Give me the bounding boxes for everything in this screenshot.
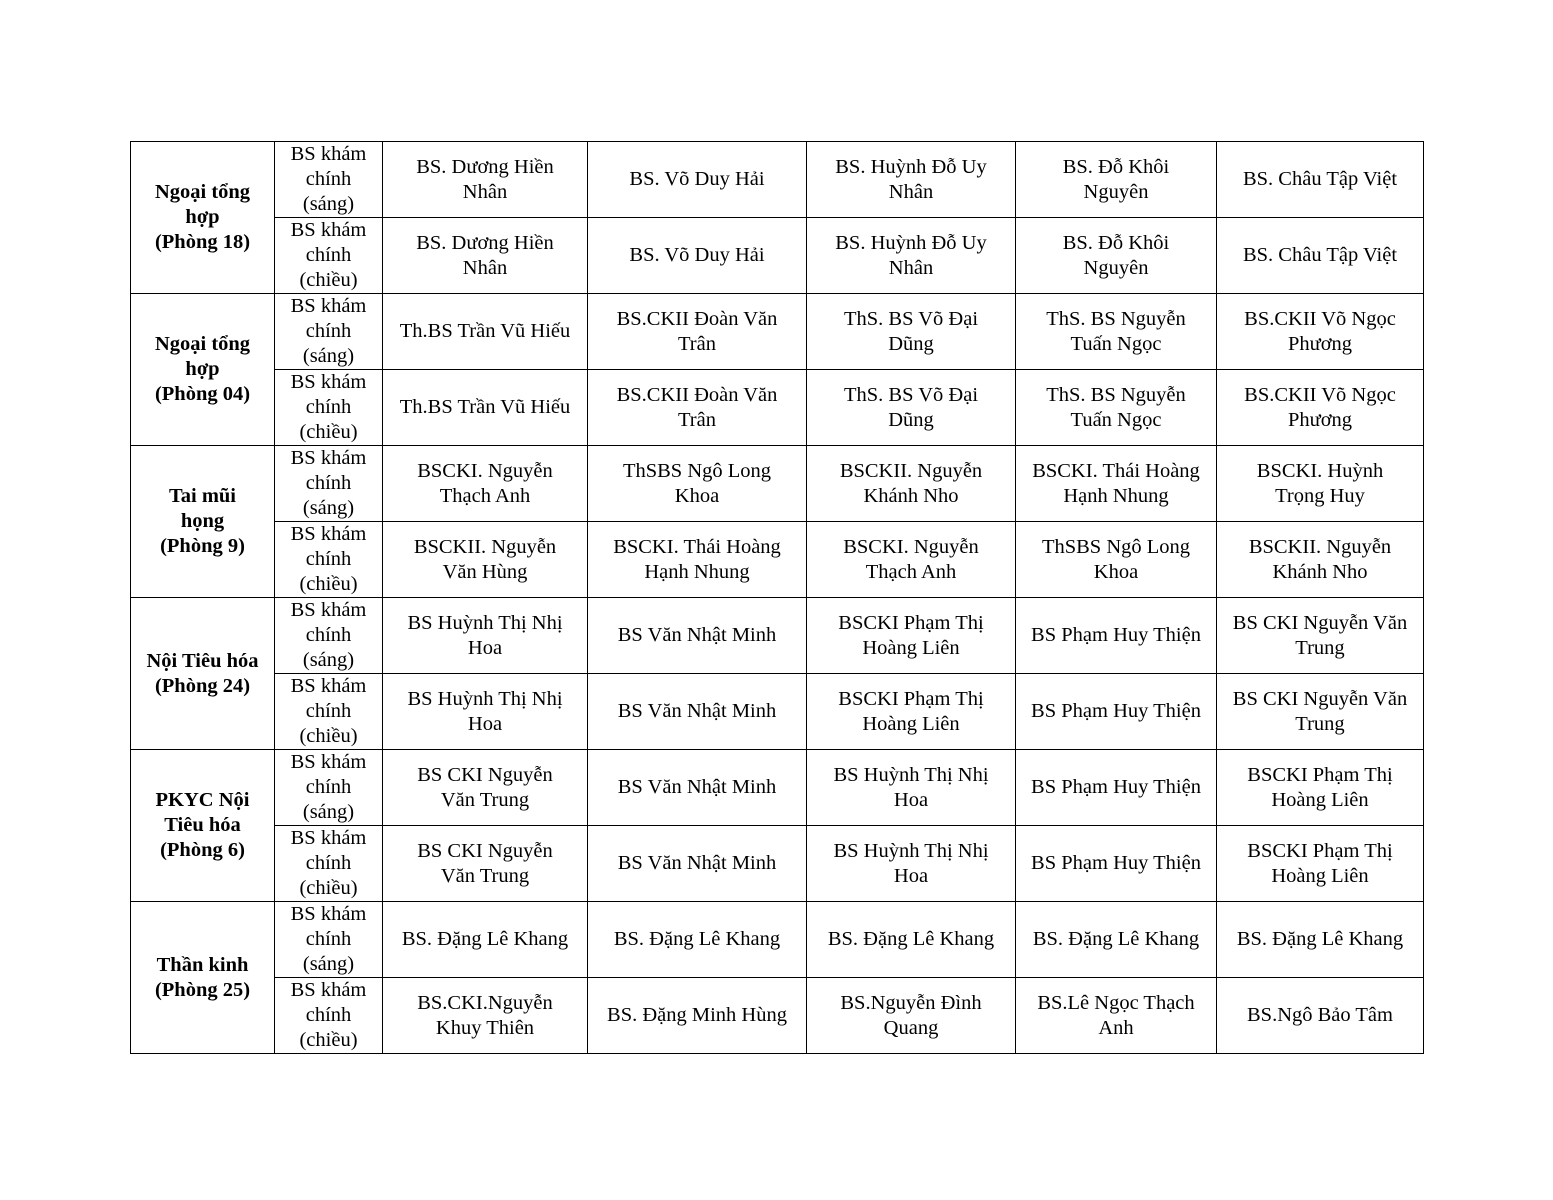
doctor-cell [1016, 750, 1217, 826]
doctor-name-line: Khánh Nho [1272, 560, 1368, 583]
doctor-cell [383, 142, 588, 218]
table-row [131, 370, 1424, 446]
doctor-name-line: BS CKI Nguyễn Văn [1232, 687, 1408, 710]
doctor-name-line: Hoa [893, 864, 929, 887]
doctor-cell [1217, 598, 1424, 674]
role-line: chính [305, 244, 352, 266]
doctor-cell [1217, 294, 1424, 370]
doctor-name-line: Tuấn Ngọc [1070, 332, 1162, 355]
doctor-name-line: BS Phạm Huy Thiện [1031, 852, 1201, 874]
doctor-cell [1016, 370, 1217, 446]
doctor-name-line: ThSBS Ngô Long [1041, 535, 1191, 558]
doctor-name-line: BS.CKII Đoàn Văn [616, 307, 778, 330]
doctor-cell [807, 826, 1016, 902]
doctor-cell [1217, 750, 1424, 826]
doctor-cell [588, 294, 807, 370]
doctor-cell [1217, 522, 1424, 598]
role-line: (sáng) [302, 801, 355, 823]
doctor-name-line: BS. Võ Duy Hải [629, 244, 765, 266]
schedule-body [131, 142, 1424, 1054]
doctor-name-line: BS. Đỗ Khôi [1062, 231, 1170, 254]
doctor-name-line: BSCKII. Nguyễn [1248, 535, 1392, 558]
department-name-line: (Phòng 18) [154, 231, 251, 253]
doctor-name-line: Nhân [462, 180, 508, 203]
doctor-cell [588, 218, 807, 294]
role-line: (chiều) [299, 725, 358, 747]
role-cell [275, 294, 383, 370]
doctor-name-line: BS CKI Nguyễn [417, 839, 553, 862]
role-line: chính [305, 700, 352, 722]
department-name-line: Nội Tiêu hóa [146, 649, 259, 672]
doctor-name-line: BS Phạm Huy Thiện [1031, 700, 1201, 722]
role-cell [275, 522, 383, 598]
doctor-name-line: BS Huỳnh Thị Nhị [833, 763, 989, 786]
role-cell [275, 902, 383, 978]
department-cell [131, 902, 275, 1054]
doctor-name-line: BS Huỳnh Thị Nhị [407, 687, 563, 710]
role-line: chính [305, 168, 352, 190]
role-line: chính [305, 1004, 352, 1026]
table-row [131, 446, 1424, 522]
doctor-cell [807, 218, 1016, 294]
role-line: chính [305, 624, 352, 646]
doctor-name-line: Văn Trung [440, 788, 530, 811]
doctor-cell [1217, 446, 1424, 522]
doctor-name-line: ThSBS Ngô Long [622, 459, 772, 482]
doctor-name-line: Th.BS Trần Vũ Hiếu [399, 396, 571, 418]
doctor-name-line: BS Văn Nhật Minh [617, 700, 777, 722]
doctor-cell [1016, 674, 1217, 750]
role-line: BS khám [290, 903, 367, 925]
doctor-name-line: Hoàng Liên [1271, 864, 1369, 887]
role-line: chính [305, 472, 352, 494]
role-line: BS khám [290, 979, 367, 1001]
doctor-cell [588, 446, 807, 522]
doctor-name-line: Hạnh Nhung [644, 560, 750, 583]
doctor-cell [807, 674, 1016, 750]
department-name-line: (Phòng 25) [154, 978, 251, 1001]
doctor-name-line: ThS. BS Nguyễn [1046, 307, 1186, 330]
doctor-name-line: BSCKI. Nguyễn [417, 459, 553, 482]
doctor-name-line: BSCKI Phạm Thị [838, 611, 984, 634]
doctor-name-line: Nguyên [1083, 256, 1149, 279]
doctor-cell [383, 446, 588, 522]
doctor-name-line: BSCKI Phạm Thị [1247, 763, 1393, 786]
role-line: BS khám [290, 371, 367, 393]
doctor-cell [807, 370, 1016, 446]
doctor-cell [1217, 142, 1424, 218]
table-row [131, 750, 1424, 826]
doctor-name-line: BSCKI. Huỳnh [1256, 459, 1384, 482]
role-line: (sáng) [302, 953, 355, 975]
doctor-cell [588, 750, 807, 826]
role-line: BS khám [290, 827, 367, 849]
role-cell [275, 750, 383, 826]
role-cell [275, 370, 383, 446]
doctor-name-line: Hoàng Liên [862, 712, 960, 735]
doctor-name-line: Trọng Huy [1275, 484, 1365, 507]
department-cell [131, 294, 275, 446]
doctor-name-line: Khánh Nho [863, 484, 959, 507]
doctor-name-line: BS. Huỳnh Đỗ Uy [835, 231, 987, 254]
role-line: BS khám [290, 447, 367, 469]
role-line: BS khám [290, 219, 367, 241]
doctor-cell [807, 978, 1016, 1054]
doctor-cell [588, 370, 807, 446]
doctor-name-line: Dũng [888, 332, 934, 355]
doctor-cell [383, 750, 588, 826]
doctor-cell [807, 446, 1016, 522]
doctor-cell [383, 978, 588, 1054]
doctor-name-line: Nhân [462, 256, 508, 279]
doctor-name-line: BSCKI Phạm Thị [838, 687, 984, 710]
role-cell [275, 826, 383, 902]
doctor-name-line: BSCKII. Nguyễn [413, 535, 557, 558]
doctor-cell [1016, 446, 1217, 522]
doctor-cell [383, 522, 588, 598]
role-line: (sáng) [302, 193, 355, 215]
doctor-name-line: BS. Đặng Lê Khang [1236, 928, 1404, 950]
doctor-cell [807, 294, 1016, 370]
role-line: (chiều) [299, 269, 358, 291]
doctor-name-line: BS. Châu Tập Việt [1242, 168, 1398, 190]
doctor-cell [588, 522, 807, 598]
role-line: chính [305, 320, 352, 342]
doctor-name-line: BS Văn Nhật Minh [617, 852, 777, 874]
role-line: BS khám [290, 143, 367, 165]
doctor-name-line: Hoa [467, 712, 503, 735]
doctor-cell [807, 902, 1016, 978]
doctor-name-line: BSCKI. Thái Hoàng [1032, 459, 1200, 482]
doctor-cell [1016, 218, 1217, 294]
doctor-name-line: Hoàng Liên [862, 636, 960, 659]
doctor-cell [1016, 142, 1217, 218]
doctor-name-line: BS. Dương Hiền [416, 155, 554, 178]
role-line: BS khám [290, 295, 367, 317]
doctor-name-line: Dũng [888, 408, 934, 431]
doctor-name-line: BS Huỳnh Thị Nhị [833, 839, 989, 862]
doctor-schedule-table [130, 141, 1424, 1054]
role-line: chính [305, 928, 352, 950]
doctor-cell [1016, 522, 1217, 598]
department-name-line: (Phòng 6) [160, 839, 245, 861]
doctor-name-line: Anh [1098, 1016, 1134, 1039]
role-line: BS khám [290, 523, 367, 545]
doctor-name-line: BS.CKII Võ Ngọc [1244, 383, 1396, 406]
doctor-cell [1016, 978, 1217, 1054]
doctor-cell [1217, 674, 1424, 750]
doctor-name-line: Phương [1287, 408, 1353, 431]
table-row [131, 218, 1424, 294]
doctor-name-line: BS.CKII Võ Ngọc [1244, 307, 1396, 330]
role-line: chính [305, 548, 352, 570]
doctor-cell [1217, 218, 1424, 294]
doctor-name-line: ThS. BS Võ Đại [843, 307, 979, 330]
department-name-line: Ngoại tổng [154, 181, 251, 203]
doctor-cell [807, 598, 1016, 674]
table-row [131, 294, 1424, 370]
doctor-name-line: Nhân [888, 256, 934, 279]
department-name-line: (Phòng 04) [154, 383, 251, 405]
doctor-name-line: Th.BS Trần Vũ Hiếu [399, 320, 571, 342]
doctor-name-line: BS. Huỳnh Đỗ Uy [835, 155, 987, 178]
doctor-name-line: BS.CKII Đoàn Văn [616, 383, 778, 406]
doctor-cell [383, 902, 588, 978]
doctor-cell [1217, 978, 1424, 1054]
doctor-cell [1016, 598, 1217, 674]
doctor-name-line: Phương [1287, 332, 1353, 355]
doctor-name-line: BS. Châu Tập Việt [1242, 244, 1398, 266]
department-name-line: hợp [185, 206, 220, 228]
doctor-name-line: BSCKII. Nguyễn [839, 459, 983, 482]
doctor-cell [1016, 294, 1217, 370]
doctor-name-line: Khoa [1093, 560, 1139, 583]
doctor-name-line: BS.Lê Ngọc Thạch [1037, 991, 1195, 1014]
doctor-cell [588, 674, 807, 750]
doctor-name-line: ThS. BS Nguyễn [1046, 383, 1186, 406]
table-row [131, 902, 1424, 978]
doctor-name-line: BS. Đỗ Khôi [1062, 155, 1170, 178]
doctor-name-line: Thạch Anh [865, 560, 957, 583]
department-name-line: Tai mũi [168, 485, 237, 507]
doctor-cell [383, 218, 588, 294]
role-line: chính [305, 852, 352, 874]
department-name-line: (Phòng 9) [160, 535, 245, 557]
department-name-line: Ngoại tổng [154, 333, 251, 355]
doctor-name-line: BS Văn Nhật Minh [617, 776, 777, 798]
role-line: (sáng) [302, 345, 355, 367]
doctor-name-line: Quang [883, 1016, 939, 1039]
doctor-cell [807, 522, 1016, 598]
doctor-name-line: Hoa [467, 636, 503, 659]
doctor-name-line: BS. Dương Hiền [416, 231, 554, 254]
role-line: chính [305, 396, 352, 418]
table-row [131, 522, 1424, 598]
role-cell [275, 142, 383, 218]
role-line: (chiều) [299, 573, 358, 595]
doctor-name-line: Hạnh Nhung [1063, 484, 1169, 507]
department-cell [131, 142, 275, 294]
doctor-name-line: BS.Nguyễn Đình [840, 991, 982, 1014]
doctor-name-line: BS Văn Nhật Minh [617, 624, 777, 646]
doctor-name-line: BS. Đặng Lê Khang [827, 928, 995, 950]
doctor-name-line: BS.CKI.Nguyễn [417, 991, 553, 1014]
doctor-cell [1016, 902, 1217, 978]
doctor-cell [807, 142, 1016, 218]
doctor-name-line: Trân [678, 408, 716, 431]
role-line: (sáng) [302, 497, 355, 519]
table-row [131, 598, 1424, 674]
doctor-cell [383, 370, 588, 446]
department-name-line: hợp [185, 358, 220, 380]
role-cell [275, 598, 383, 674]
doctor-cell [383, 826, 588, 902]
role-cell [275, 674, 383, 750]
doctor-name-line: BS CKI Nguyễn Văn [1232, 611, 1408, 634]
doctor-name-line: BSCKI Phạm Thị [1247, 839, 1393, 862]
doctor-name-line: BSCKI. Nguyễn [843, 535, 979, 558]
role-cell [275, 978, 383, 1054]
department-cell [131, 598, 275, 750]
table-row [131, 978, 1424, 1054]
table-row [131, 142, 1424, 218]
role-line: BS khám [290, 675, 367, 697]
doctor-cell [588, 142, 807, 218]
role-line: BS khám [290, 751, 367, 773]
doctor-name-line: BS Phạm Huy Thiện [1031, 776, 1201, 798]
doctor-name-line: BS Phạm Huy Thiện [1031, 624, 1201, 646]
doctor-name-line: BS. Đặng Minh Hùng [607, 1004, 787, 1026]
doctor-cell [1217, 370, 1424, 446]
doctor-name-line: Khoa [674, 484, 720, 507]
role-line: (chiều) [299, 877, 358, 899]
role-line: (sáng) [302, 649, 355, 671]
doctor-name-line: BS. Đặng Lê Khang [1032, 928, 1200, 950]
role-line: chính [305, 776, 352, 798]
doctor-name-line: Trung [1295, 712, 1345, 735]
table-row [131, 674, 1424, 750]
doctor-cell [588, 902, 807, 978]
doctor-name-line: BS Huỳnh Thị Nhị [407, 611, 563, 634]
doctor-cell [807, 750, 1016, 826]
doctor-name-line: Văn Hùng [442, 560, 528, 583]
table-row [131, 826, 1424, 902]
doctor-name-line: Hoa [893, 788, 929, 811]
doctor-cell [1217, 826, 1424, 902]
doctor-name-line: Trân [678, 332, 716, 355]
doctor-name-line: BSCKI. Thái Hoàng [613, 535, 781, 558]
department-name-line: (Phòng 24) [154, 674, 251, 697]
department-name-line: họng [180, 510, 225, 532]
doctor-name-line: Thạch Anh [439, 484, 531, 507]
doctor-cell [383, 598, 588, 674]
role-line: BS khám [290, 599, 367, 621]
doctor-name-line: Hoàng Liên [1271, 788, 1369, 811]
department-name-line: Thần kinh [156, 953, 249, 976]
doctor-name-line: Trung [1295, 636, 1345, 659]
doctor-cell [1016, 826, 1217, 902]
role-line: (chiều) [299, 1029, 358, 1051]
doctor-name-line: BS.Ngô Bảo Tâm [1247, 1004, 1393, 1026]
department-name-line: PKYC Nội [155, 789, 250, 811]
doctor-name-line: Nhân [888, 180, 934, 203]
doctor-name-line: Tuấn Ngọc [1070, 408, 1162, 431]
doctor-cell [588, 826, 807, 902]
role-cell [275, 446, 383, 522]
role-line: (chiều) [299, 421, 358, 443]
department-cell [131, 446, 275, 598]
doctor-name-line: Nguyên [1083, 180, 1149, 203]
doctor-cell [1217, 902, 1424, 978]
doctor-cell [383, 674, 588, 750]
doctor-name-line: Văn Trung [440, 864, 530, 887]
doctor-name-line: BS. Đặng Lê Khang [401, 928, 569, 950]
doctor-name-line: BS. Đặng Lê Khang [613, 928, 781, 950]
doctor-name-line: ThS. BS Võ Đại [843, 383, 979, 406]
doctor-cell [588, 978, 807, 1054]
doctor-name-line: BS. Võ Duy Hải [629, 168, 765, 190]
department-name-line: Tiêu hóa [164, 814, 241, 836]
role-cell [275, 218, 383, 294]
doctor-name-line: Khuy Thiên [435, 1016, 535, 1039]
doctor-cell [588, 598, 807, 674]
doctor-cell [383, 294, 588, 370]
doctor-name-line: BS CKI Nguyễn [417, 763, 553, 786]
department-cell [131, 750, 275, 902]
